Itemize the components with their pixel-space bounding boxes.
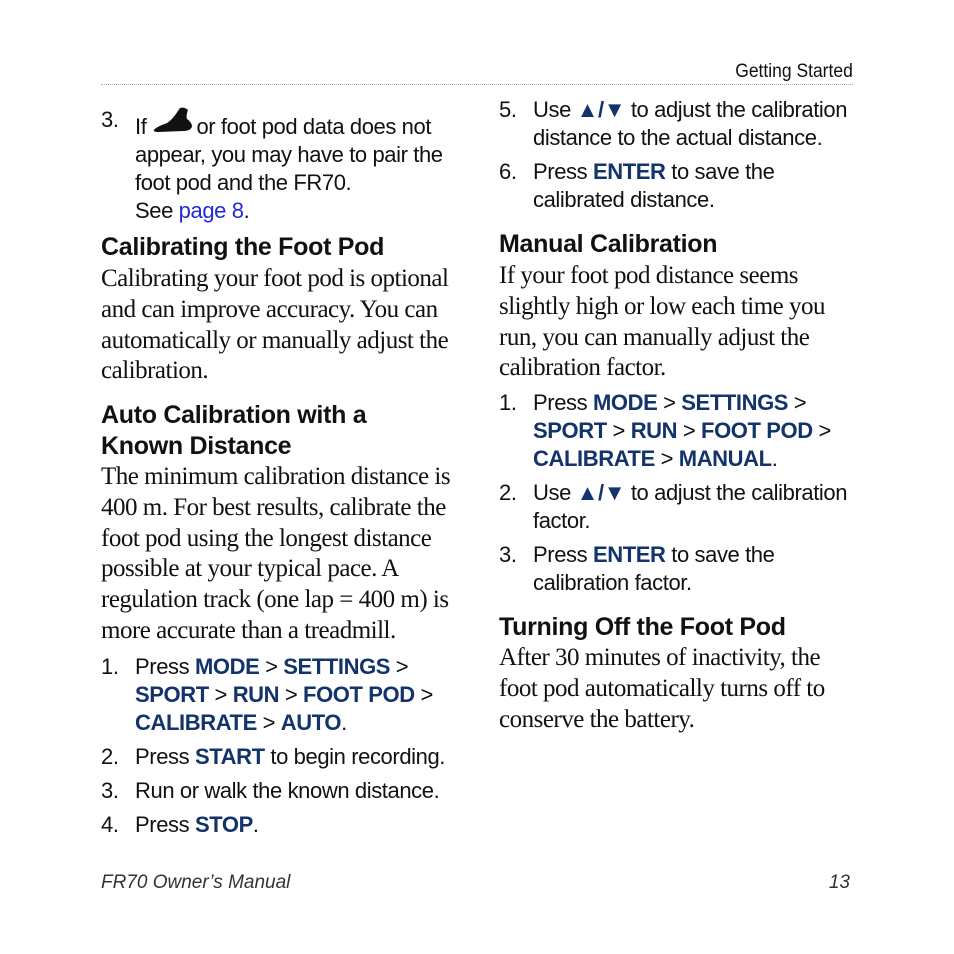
running-header: Getting Started bbox=[735, 61, 853, 82]
calibrate-menu: CALIBRATE bbox=[135, 710, 257, 735]
turning-off-paragraph: After 30 minutes of inactivity, the foot pod automatically turns off to conserve the battery. bbox=[499, 644, 825, 733]
manual-calibration-heading: Manual Calibration bbox=[499, 230, 718, 258]
page-number: 13 bbox=[828, 872, 850, 893]
auto-menu: AUTO bbox=[280, 710, 342, 735]
sport-menu: SPORT bbox=[135, 682, 209, 707]
page-8-link[interactable]: page 8 bbox=[178, 198, 244, 223]
turning-off-heading: Turning Off the Foot Pod bbox=[499, 613, 786, 641]
stop-key: STOP bbox=[194, 812, 253, 837]
sport-menu: SPORT bbox=[533, 418, 607, 443]
manual-calibration-paragraph: If your foot pod distance seems slightly high or low each time you run, you can manually adjust the calibration factor. bbox=[499, 262, 826, 382]
settings-menu: SETTINGS bbox=[681, 390, 789, 415]
header-rule bbox=[101, 84, 853, 85]
up-down-arrows: ▲/▼ bbox=[576, 97, 626, 122]
mode-key: MODE bbox=[194, 654, 260, 679]
enter-key: ENTER bbox=[592, 159, 666, 184]
run-menu: RUN bbox=[630, 418, 678, 443]
footer-manual-title: FR70 Owner’s Manual bbox=[101, 872, 291, 893]
settings-menu: SETTINGS bbox=[283, 654, 391, 679]
foot-pod-menu: FOOT POD bbox=[303, 682, 415, 707]
mode-key: MODE bbox=[592, 390, 658, 415]
foot-pod-menu: FOOT POD bbox=[701, 418, 813, 443]
calibrating-heading: Calibrating the Foot Pod bbox=[101, 233, 385, 261]
start-key: START bbox=[194, 744, 265, 769]
run-menu: RUN bbox=[232, 682, 280, 707]
up-down-arrows: ▲/▼ bbox=[576, 480, 626, 505]
auto-calibration-heading: Auto Calibration with a Known Distance bbox=[101, 401, 367, 460]
calibrate-menu: CALIBRATE bbox=[533, 446, 655, 471]
shoe-icon bbox=[150, 106, 194, 136]
auto-calibration-paragraph: The minimum calibration distance is 400 m. For best results, calibrate the foot pod using the longest distance possible at your typical pace. A regulation track (one lap = 400 m) is more accurate than a treadmill. bbox=[101, 463, 451, 644]
enter-key: ENTER bbox=[592, 542, 666, 567]
calibrating-paragraph: Calibrating your foot pod is optional and can improve accuracy. You can automatically or manually adjust the calibration. bbox=[101, 265, 449, 385]
manual-menu: MANUAL bbox=[678, 446, 772, 471]
